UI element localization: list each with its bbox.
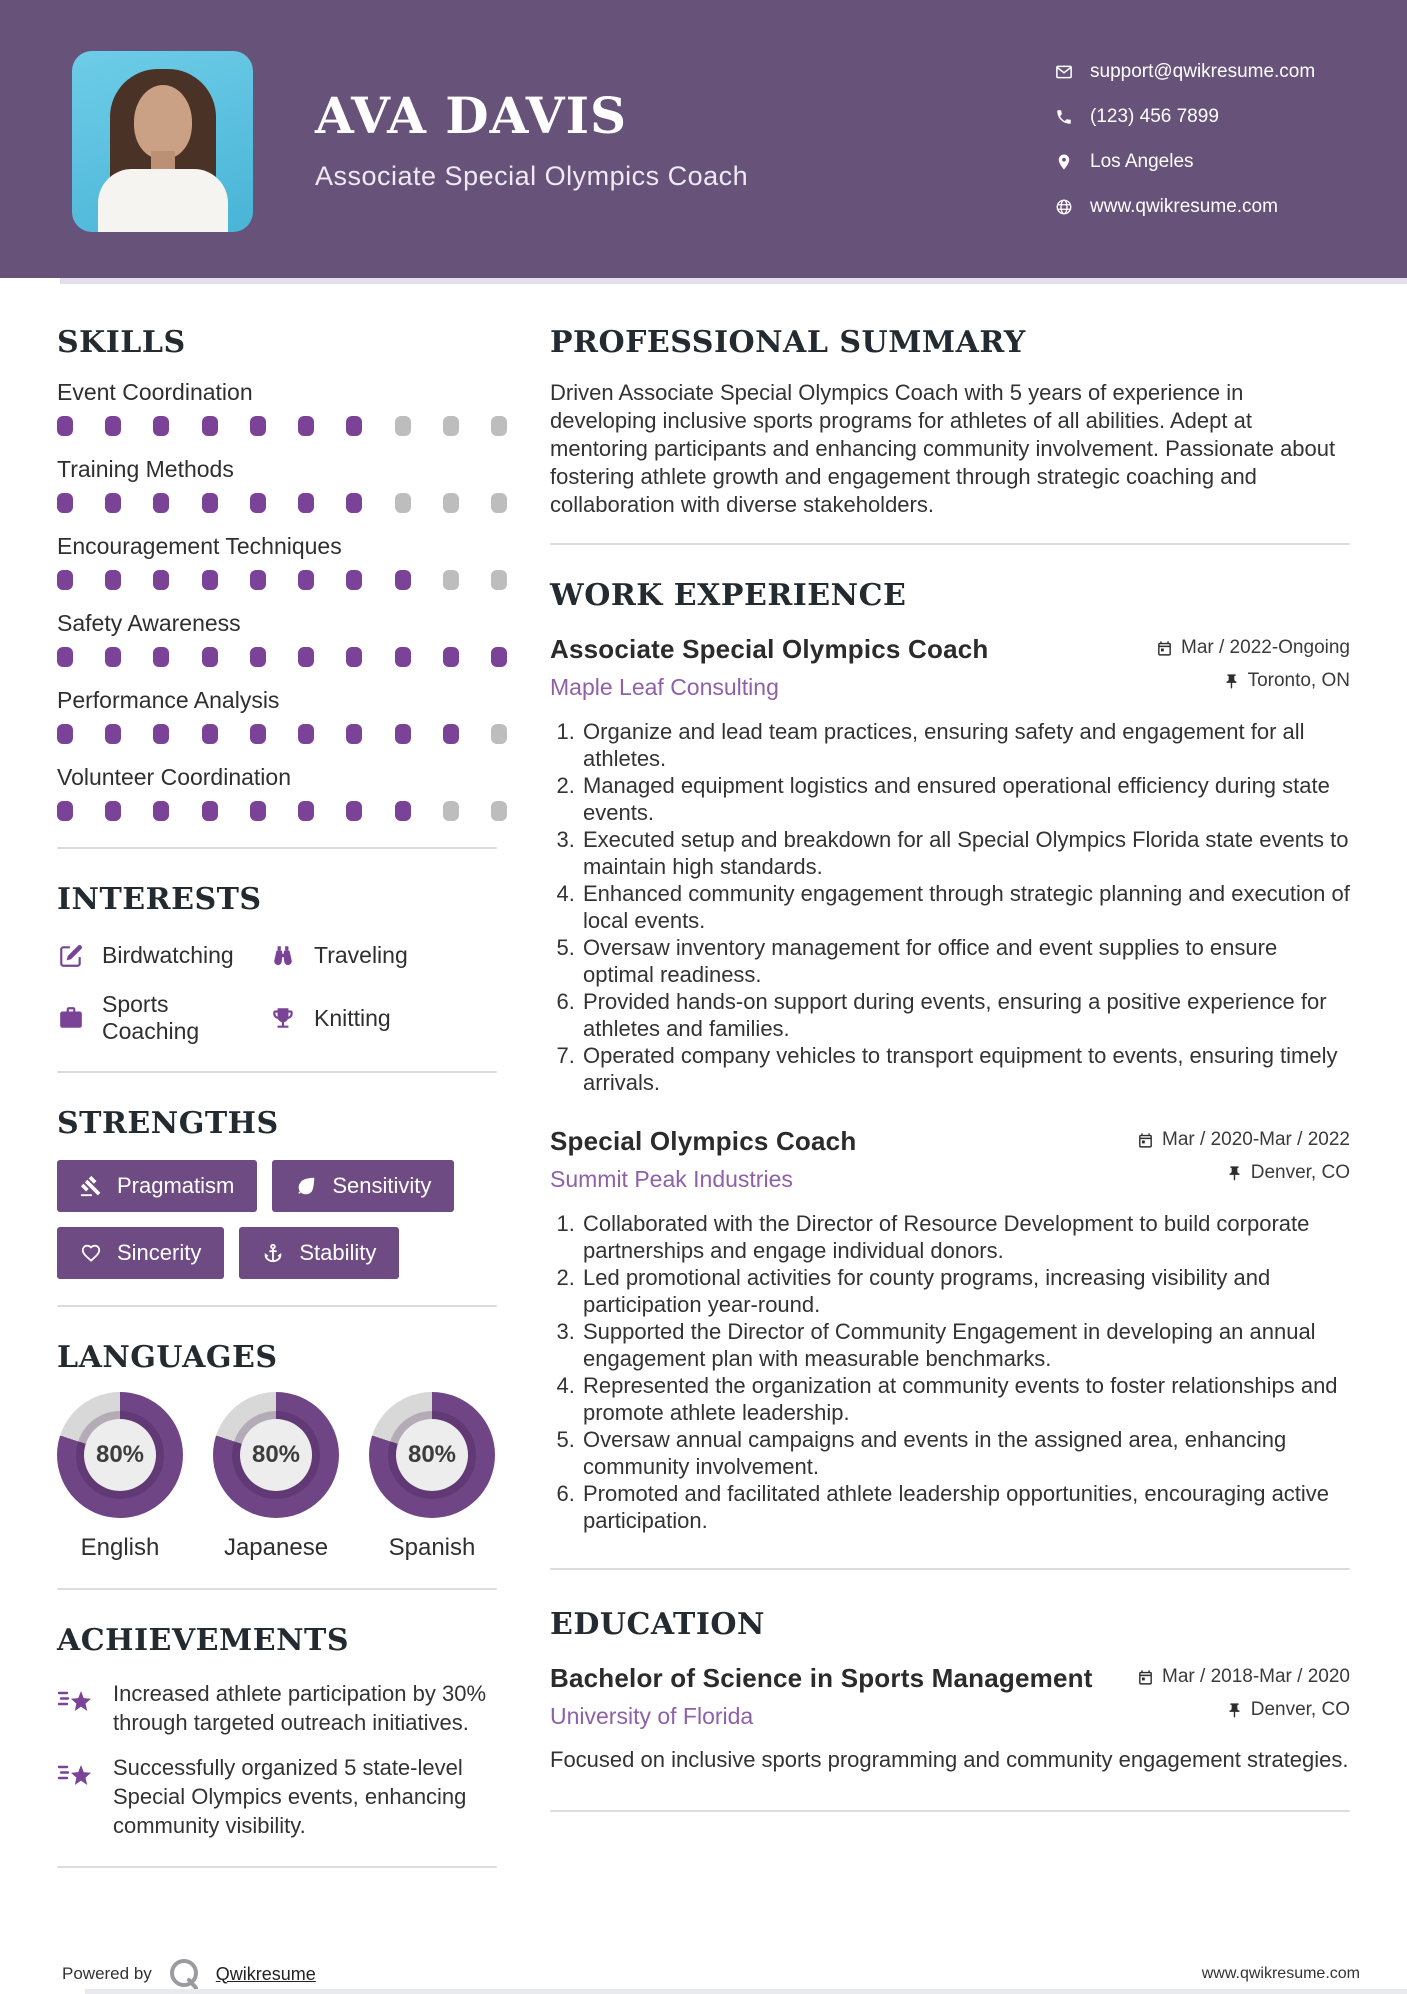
job-entry: [550, 634, 1350, 1096]
shooting-star-icon: [57, 1755, 97, 1791]
rating-dot-filled: [491, 647, 507, 667]
summary-section: [550, 326, 1350, 519]
anchor-icon: [262, 1242, 284, 1264]
skill-label: Encouragement Techniques: [57, 533, 342, 559]
rating-dot-filled: [153, 570, 169, 590]
sidebar-divider: [57, 1866, 497, 1868]
rating-dot-filled: [395, 647, 411, 667]
interests-list: [57, 942, 497, 1045]
rating-dot-filled: [153, 801, 169, 821]
job-bullet: 6. Promoted and facilitated athlete leadership opportunities, encouraging active participation.: [581, 1480, 1350, 1534]
rating-dot-filled: [105, 801, 121, 821]
rating-dot-empty: [443, 493, 459, 513]
main-column: [550, 326, 1350, 1902]
rating-dot-filled: [202, 647, 218, 667]
heart-icon: [80, 1242, 102, 1264]
interest-label: Birdwatching: [102, 942, 234, 968]
briefcase-icon: [57, 1005, 84, 1032]
skill-label: Volunteer Coordination: [57, 764, 291, 790]
rating-dot-filled: [346, 493, 362, 513]
interests-heading: INTERESTS: [57, 882, 262, 917]
skill-label: Safety Awareness: [57, 610, 241, 636]
education-section: [550, 1608, 1350, 1774]
rating-dot-filled: [250, 493, 266, 513]
rating-dot-filled: [298, 493, 314, 513]
job-bullet: 5. Oversaw annual campaigns and events in the assigned area, enhancing community involvement.: [581, 1426, 1350, 1480]
contact-list: [1055, 61, 1360, 218]
education-entry: [550, 1663, 1350, 1774]
strength-badge: [57, 1227, 224, 1279]
globe-icon: [1055, 198, 1073, 216]
leaf-icon: [295, 1175, 317, 1197]
languages-list: [57, 1392, 497, 1562]
work-experience-heading: WORK EXPERIENCE: [550, 578, 907, 613]
main-divider: [550, 1568, 1350, 1570]
education-description: Focused on inclusive sports programming and community engagement strategies.: [550, 1747, 1349, 1772]
interest-label: Sports Coaching: [102, 991, 200, 1044]
rating-dot-filled: [153, 647, 169, 667]
location-icon: [1055, 153, 1073, 171]
rating-dot-empty: [491, 724, 507, 744]
job-location-text: Toronto, ON: [1247, 670, 1350, 691]
rating-dot-filled: [153, 493, 169, 513]
rating-dot-empty: [491, 493, 507, 513]
summary-heading: PROFESSIONAL SUMMARY: [550, 325, 1026, 360]
sidebar-divider: [57, 1071, 497, 1073]
rating-dot-empty: [395, 493, 411, 513]
qwikresume-logo-icon: [166, 1956, 202, 1992]
interests-section: [57, 883, 497, 1045]
profile-photo: [72, 51, 253, 232]
photo-face-shape: [134, 85, 192, 159]
achievement-item: [57, 1679, 497, 1737]
education-title-block: [550, 1663, 1093, 1730]
rating-dot-empty: [491, 570, 507, 590]
skill-label: Training Methods: [57, 456, 234, 482]
education-location: [1226, 1699, 1350, 1721]
identity-block: [315, 86, 748, 192]
candidate-title: Associate Special Olympics Coach: [315, 161, 749, 191]
rating-dot-empty: [443, 801, 459, 821]
languages-heading: LANGUAGES: [57, 1340, 278, 1375]
contact-location: [1055, 151, 1360, 173]
interest-item: [57, 991, 269, 1045]
rating-dot-filled: [346, 416, 362, 436]
job-bullet: 1. Organize and lead team practices, ensuring safety and engagement for all athletes.: [581, 718, 1350, 772]
language-percent: 80%: [240, 1419, 312, 1491]
job-header: [550, 1126, 1350, 1193]
strength-badge: [272, 1160, 454, 1212]
strength-label: Sensitivity: [332, 1173, 432, 1198]
interest-item: [57, 942, 269, 969]
job-location: [1226, 1162, 1350, 1184]
calendar-icon: [1137, 1669, 1154, 1686]
strengths-section: [57, 1107, 497, 1279]
rating-dot-filled: [443, 724, 459, 744]
education-meta: [1137, 1663, 1350, 1721]
job-dates: [1156, 637, 1350, 659]
job-header: [550, 634, 1350, 701]
rating-dot-filled: [105, 724, 121, 744]
rating-dot-filled: [443, 647, 459, 667]
rating-dot-filled: [346, 570, 362, 590]
skills-heading: SKILLS: [57, 325, 186, 360]
sidebar-divider: [57, 1305, 497, 1307]
job-dates-text: Mar / 2020-Mar / 2022: [1162, 1129, 1350, 1150]
job-company: Summit Peak Industries: [550, 1166, 793, 1192]
job-dates-text: Mar / 2022-Ongoing: [1181, 637, 1350, 658]
rating-dot-filled: [202, 724, 218, 744]
rating-dot-filled: [105, 493, 121, 513]
skill-item: [57, 456, 497, 513]
work-experience-section: [550, 579, 1350, 1534]
job-bullet: 2. Managed equipment logistics and ensured operational efficiency during state events.: [581, 772, 1350, 826]
job-bullet: 4. Enhanced community engagement through strategic planning and execution of local events.: [581, 880, 1350, 934]
gavel-icon: [80, 1175, 102, 1197]
contact-email[interactable]: [1055, 61, 1360, 83]
job-entry: [550, 1126, 1350, 1534]
language-donut-chart: [213, 1392, 339, 1518]
education-header: [550, 1663, 1350, 1730]
rating-dot-empty: [443, 570, 459, 590]
skill-label: Event Coordination: [57, 379, 253, 405]
language-label: Spanish: [388, 1534, 476, 1561]
rating-dot-filled: [57, 647, 73, 667]
rating-dot-filled: [346, 801, 362, 821]
rating-dot-empty: [491, 801, 507, 821]
interest-label: Knitting: [314, 1004, 391, 1031]
contact-email-text: support@qwikresume.com: [1090, 60, 1316, 82]
rating-dot-empty: [395, 416, 411, 436]
job-meta: [1156, 634, 1350, 692]
rating-dot-filled: [105, 570, 121, 590]
main-divider: [550, 1810, 1350, 1812]
job-bullet: 5. Oversaw inventory management for office and event supplies to ensure optimal readiness.: [581, 934, 1350, 988]
interest-item: [269, 942, 497, 969]
language-item: [57, 1392, 183, 1562]
achievements-section: [57, 1624, 497, 1840]
contact-website-text: www.qwikresume.com: [1090, 195, 1278, 217]
shooting-star-icon: [57, 1681, 97, 1717]
rating-dot-empty: [491, 416, 507, 436]
achievement-text: Successfully organized 5 state-level Special Olympics events, enhancing community visibility.: [113, 1755, 467, 1838]
job-title: Associate Special Olympics Coach: [550, 634, 989, 664]
languages-section: [57, 1341, 497, 1562]
school-name: University of Florida: [550, 1703, 754, 1729]
rating-dot-filled: [395, 801, 411, 821]
interest-label: Traveling: [314, 942, 408, 968]
job-bullet: 6. Provided hands-on support during events, ensuring a positive experience for athletes and families.: [581, 988, 1350, 1042]
calendar-icon: [1137, 1132, 1154, 1149]
skill-rating-dots: [57, 570, 507, 590]
strength-label: Stability: [299, 1240, 377, 1265]
rating-dot-filled: [298, 724, 314, 744]
skill-label: Performance Analysis: [57, 687, 280, 713]
job-bullet: 7. Operated company vehicles to transport equipment to events, ensuring timely arrivals.: [581, 1042, 1350, 1096]
rating-dot-filled: [250, 724, 266, 744]
powered-by-block: [62, 1956, 316, 1992]
contact-phone-text: (123) 456 7899: [1090, 105, 1219, 127]
achievements-heading: ACHIEVEMENTS: [57, 1623, 350, 1658]
skill-rating-dots: [57, 416, 507, 436]
skill-item: [57, 533, 497, 590]
photo-shirt-shape: [98, 169, 228, 232]
rating-dot-filled: [250, 647, 266, 667]
main-divider: [550, 543, 1350, 545]
rating-dot-filled: [395, 724, 411, 744]
skill-rating-dots: [57, 724, 507, 744]
rating-dot-filled: [395, 570, 411, 590]
education-dates-text: Mar / 2018-Mar / 2020: [1162, 1666, 1350, 1687]
job-location-text: Denver, CO: [1250, 1162, 1350, 1183]
pushpin-icon: [1226, 1702, 1243, 1719]
pushpin-icon: [1226, 1165, 1243, 1182]
page-footer: [0, 1954, 1407, 1994]
language-item: [213, 1392, 339, 1562]
rating-dot-empty: [443, 416, 459, 436]
rating-dot-filled: [57, 416, 73, 436]
rating-dot-filled: [250, 801, 266, 821]
contact-phone[interactable]: [1055, 106, 1360, 128]
email-icon: [1055, 63, 1073, 81]
rating-dot-filled: [298, 416, 314, 436]
rating-dot-filled: [202, 416, 218, 436]
job-bullet: 1. Collaborated with the Director of Resource Development to build corporate partnerships and engage individual donors.: [581, 1210, 1350, 1264]
education-dates: [1137, 1666, 1350, 1688]
job-meta: [1137, 1126, 1350, 1184]
powered-by-text: Powered by: [62, 1964, 152, 1983]
education-location-text: Denver, CO: [1250, 1699, 1350, 1720]
achievement-item: [57, 1753, 497, 1840]
skills-list: [57, 379, 497, 821]
interest-item: [269, 991, 497, 1045]
achievements-list: [57, 1679, 497, 1840]
job-bullet-list: [550, 718, 1350, 1096]
strength-badge: [239, 1227, 399, 1279]
calendar-icon: [1156, 640, 1173, 657]
achievement-text: Increased athlete participation by 30% through targeted outreach initiatives.: [113, 1681, 487, 1735]
strength-label: Pragmatism: [117, 1173, 235, 1198]
qwikresume-link[interactable]: Qwikresume: [215, 1963, 316, 1984]
candidate-name: AVA DAVIS: [315, 86, 628, 145]
phone-icon: [1055, 108, 1073, 126]
skill-rating-dots: [57, 493, 507, 513]
rating-dot-filled: [105, 647, 121, 667]
language-label: English: [80, 1534, 160, 1561]
language-label: Japanese: [223, 1534, 329, 1561]
summary-text: Driven Associate Special Olympics Coach with 5 years of experience in developing inclusive sports programs for athletes of all abilities. Adept at mentoring participants and enhancing community involvement. Passionate about fostering athlete growth and engagement through strategic coaching and collaboration with diverse stakeholders.: [550, 380, 1336, 517]
skill-rating-dots: [57, 801, 507, 821]
skill-item: [57, 610, 497, 667]
rating-dot-filled: [57, 724, 73, 744]
rating-dot-filled: [57, 570, 73, 590]
strengths-heading: STRENGTHS: [57, 1106, 279, 1141]
job-bullet: 2. Led promotional activities for county programs, increasing visibility and participation year-round.: [581, 1264, 1350, 1318]
pushpin-icon: [1223, 673, 1240, 690]
language-percent: 80%: [84, 1419, 156, 1491]
skill-item: [57, 764, 497, 821]
rating-dot-filled: [57, 493, 73, 513]
rating-dot-filled: [105, 416, 121, 436]
job-title: Special Olympics Coach: [550, 1126, 857, 1156]
sidebar: [57, 326, 497, 1902]
skill-rating-dots: [57, 647, 507, 667]
language-donut-chart: [369, 1392, 495, 1518]
degree-title: Bachelor of Science in Sports Management: [550, 1663, 1093, 1693]
job-bullet: 4. Represented the organization at community events to foster relationships and promote athlete leadership.: [581, 1372, 1350, 1426]
strengths-list: [57, 1160, 497, 1279]
rating-dot-filled: [153, 416, 169, 436]
skill-item: [57, 687, 497, 744]
rating-dot-filled: [202, 801, 218, 821]
language-item: [369, 1392, 495, 1562]
strength-badge: [57, 1160, 257, 1212]
job-company: Maple Leaf Consulting: [550, 674, 779, 700]
sidebar-divider: [57, 847, 497, 849]
rating-dot-filled: [298, 570, 314, 590]
rating-dot-filled: [153, 724, 169, 744]
edit-icon: [57, 942, 84, 969]
binoculars-icon: [269, 942, 296, 969]
job-dates: [1137, 1129, 1350, 1151]
rating-dot-filled: [298, 801, 314, 821]
trophy-icon: [269, 1005, 296, 1032]
job-location: [1223, 670, 1350, 692]
rating-dot-filled: [57, 801, 73, 821]
job-title-block: [550, 1126, 856, 1193]
footer-website-link[interactable]: www.qwikresume.com: [1201, 1965, 1360, 1982]
resume-body: [0, 278, 1407, 1902]
sidebar-divider: [57, 1588, 497, 1590]
language-donut-chart: [57, 1392, 183, 1518]
strength-label: Sincerity: [117, 1240, 202, 1265]
contact-location-text: Los Angeles: [1090, 150, 1194, 172]
job-title-block: [550, 634, 988, 701]
rating-dot-filled: [346, 724, 362, 744]
language-percent: 80%: [396, 1419, 468, 1491]
job-bullet: 3. Supported the Director of Community Engagement in developing an annual engagement plan with measurable benchmarks.: [581, 1318, 1350, 1372]
skills-section: [57, 326, 497, 821]
rating-dot-filled: [298, 647, 314, 667]
rating-dot-filled: [202, 570, 218, 590]
job-bullet: 3. Executed setup and breakdown for all Special Olympics Florida state events to maintain high standards.: [581, 826, 1350, 880]
job-bullet-list: [550, 1210, 1350, 1534]
rating-dot-filled: [202, 493, 218, 513]
education-heading: EDUCATION: [550, 1607, 765, 1642]
resume-header: [0, 0, 1407, 278]
skill-item: [57, 379, 497, 436]
contact-website[interactable]: [1055, 196, 1360, 218]
rating-dot-filled: [250, 416, 266, 436]
rating-dot-filled: [250, 570, 266, 590]
rating-dot-filled: [346, 647, 362, 667]
